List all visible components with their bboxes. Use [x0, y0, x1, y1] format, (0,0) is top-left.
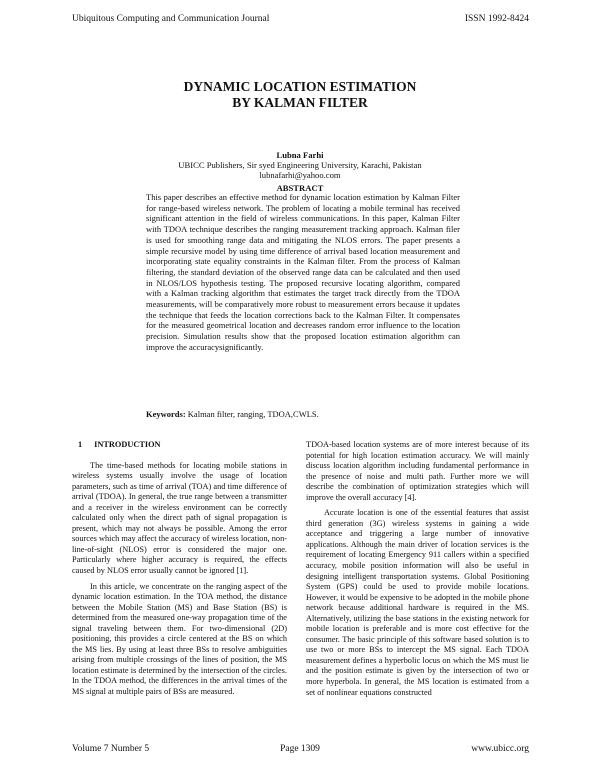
footer-volume: Volume 7 Number 5: [72, 744, 150, 754]
paper-title-line-1: DYNAMIC LOCATION ESTIMATION: [183, 79, 417, 94]
abstract-heading: ABSTRACT: [276, 183, 324, 193]
running-header-issn: ISSN 1992-8424: [464, 14, 529, 24]
paper-title-line-2: BY KALMAN FILTER: [232, 95, 368, 110]
keywords: [146, 409, 460, 420]
footer-page-number: Page 1309: [280, 744, 320, 754]
section-title: INTRODUCTION: [94, 440, 161, 449]
keywords-label: Keywords:: [146, 409, 186, 419]
footer-website: www.ubicc.org: [471, 744, 529, 754]
body-paragraph: In this article, we concentrate on the ranging aspect of the dynamic location estimation. In the TOA method, the distance between the Mobile Station (MS) and Base Station (BS) is determined from the measured one-way propagation time of the signal traveling between them. For two-dimensional (2D) positioning, this provides a circle centered at the BS on which the MS lies. By using at least three BSs to resolve ambiguities arising from multiple crossings of the lines of position, the MS location estimate is determined by the intersection of the circles. In the TDOA method, the differences in the arrival times of the MS signal at multiple pairs of BSs are measured.: [72, 581, 287, 697]
keywords-text: Kalman filter, ranging, TDOA,CWLS.: [187, 409, 319, 419]
body-column-right: [306, 440, 529, 698]
running-header-journal: Ubiquitous Computing and Communication Journal: [72, 14, 270, 24]
section-number: 1: [78, 440, 83, 449]
author-email: lubnafarhi@yahoo.com: [259, 170, 341, 180]
body-column-left: [72, 440, 287, 698]
abstract-text: This paper describes an effective method for dynamic location estimation by Kalman Filter for range-based wireless network. The problem of locating a mobile terminal has received significant attention in the field of wireless communications. In this paper, Kalman Filter with TDOA technique describes the ranging measurement tracking approach. Kalman filer is used for smoothing range data and mitigating the NLOS errors. The paper presents a simple recursive model by using time difference of arrival based location measurement and incorporating state equality constraints in the Kalman filter. From the process of Kalman filtering, the standard deviation of the observed range data can be calculated and then used in NLOS/LOS hypothesis testing. The proposed recursive locating algorithm, compared with a Kalman tracking algorithm that estimates the target track directly from the TDOA measurements, will be comparatively more robust to measurement errors because it updates the technique that feeds the location corrections back to the Kalman Filter. It compensates for the measured geometrical location and decreases random error influence to the location precision. Simulation results show that the proposed location estimation algorithm can improve the accuracysignificantly.: [146, 192, 460, 352]
author-name: Lubna Farhi: [276, 150, 324, 160]
body-paragraph: TDOA-based location systems are of more interest because of its potential for high location estimation accuracy. We will mainly discuss location algorithm including fundamental performance in the presence of noise and multi path. Further more we will describe the combination of optimization strategies which will improve the overall accuracy [4].: [306, 440, 529, 502]
author-affiliation: UBICC Publishers, Sir syed Engineering University, Karachi, Pakistan: [178, 160, 422, 170]
body-paragraph: The time-based methods for locating mobile stations in wireless systems usually involve the usage of location parameters, such as time of arrival (TOA) and time difference of arrival (TDOA). In general, the true range between a transmitter and a receiver in the wireless environment can be correctly calculated only when the direct path of signal propagation is present, which may not always be possible. Among the error sources which may affect the accuracy of wireless location, non-line-of-sight (NLOS) error is considered the major one. Particularly where higher accuracy is required, the effects caused by NLOS error usually cannot be ignored [1].: [72, 460, 287, 576]
body-paragraph: Accurate location is one of the essential features that assist third generation (3G) wireless systems in gaining a wide acceptance and triggering a large number of innovative applications. Although the main driver of location services is the requirement of locating Emergency 911 callers within a specified accuracy, mobile position information will also be useful in designing intelligent transportation systems. Global Positioning System (GPS) could be used to provide mobile locations. However, it would be expensive to be adopted in the mobile phone network because additional hardware is required in the MS. Alternatively, utilizing the base stations in the existing network for mobile location is preferable and is more cost effective for the consumer. The basic principle of this software based solution is to use two or more BSs to intercept the MS signal. Each TDOA measurement defines a hyperbolic locus on which the MS must lie and the position estimate is given by the intersection of two or more hyperbola. In general, the MS location is estimated from a set of nonlinear equations constructed: [306, 508, 529, 697]
section-heading: [78, 440, 287, 451]
